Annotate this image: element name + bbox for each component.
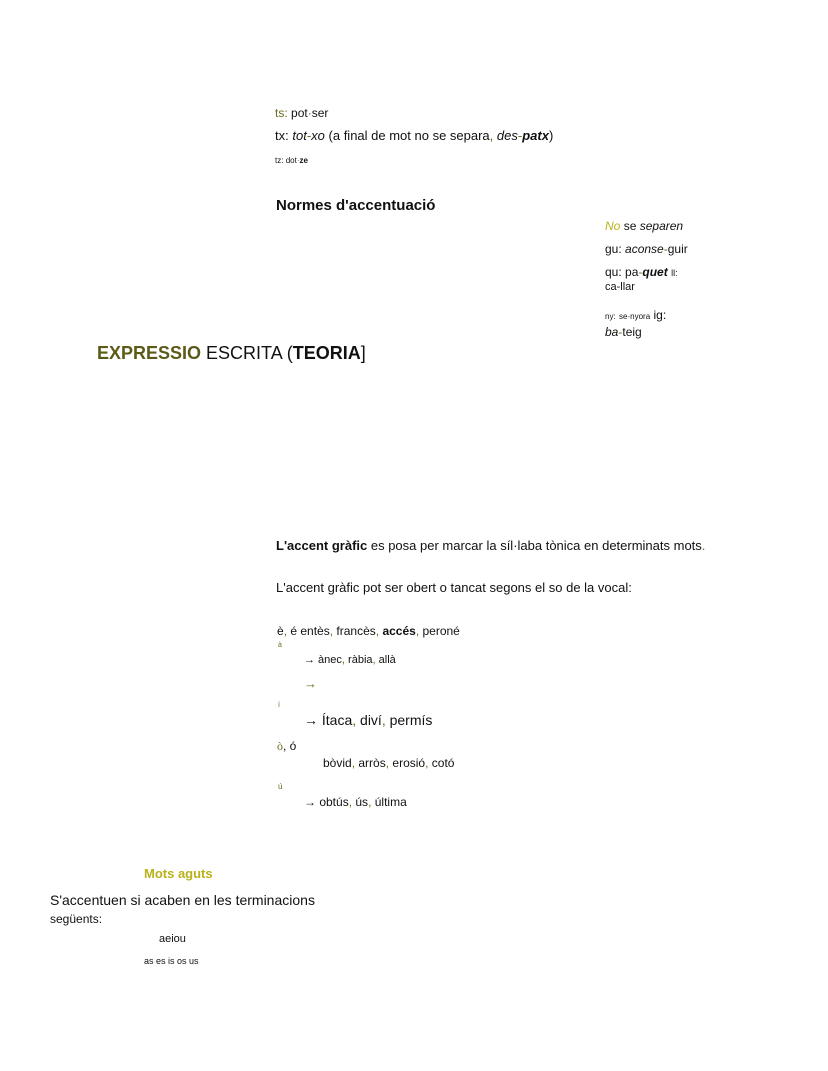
accent-o-line: ò, ó <box>277 739 297 753</box>
arrow-icon: → <box>304 676 317 691</box>
accent-i-examples: → Ítaca, diví, permís <box>304 712 433 728</box>
accent-second-line: L'accent gràfic pot ser obert o tancat segons el so de la vocal: <box>276 580 632 595</box>
normes-heading: Normes d'accentuació <box>276 197 436 214</box>
arrow-icon: → <box>304 795 316 809</box>
mots-aguts-heading: Mots aguts <box>144 866 213 881</box>
syllable-key: tx: <box>275 128 289 143</box>
aguts-rule-line2: següents: <box>50 912 103 926</box>
no-separen-gu: gu: aconse-guir <box>605 242 688 256</box>
arrow-icon: → <box>304 712 318 728</box>
aguts-vowels: aeiou <box>159 933 186 945</box>
accent-u-examples: → obtús, ús, última <box>304 795 407 809</box>
main-title: EXPRESSIO ESCRITA (TEORIA] <box>97 343 366 363</box>
aguts-rule-line1: S'accentuen si acaben en les terminacions <box>50 892 315 908</box>
accent-a-label: à <box>278 642 282 649</box>
no-separen-heading: No se separen <box>605 219 684 233</box>
accent-e-line: è, é entès, francès, accés, peroné <box>277 624 460 638</box>
syllable-tx-line: tx: tot-xo (a final de mot no se separa, des-patx) <box>275 128 554 143</box>
syllable-tz-line: tz: dot·ze <box>275 156 308 165</box>
accent-u-label: ú <box>278 782 283 791</box>
arrow-icon: → <box>304 654 315 666</box>
no-separen-ll-word: ca-llar <box>605 281 635 293</box>
syllable-ts-line: ts: pot·ser <box>275 106 329 120</box>
aguts-endings: as es is os us <box>144 956 199 966</box>
accent-o-examples: bòvid, arròs, erosió, cotó <box>323 756 455 770</box>
no-separen-ig-word: ba-teig <box>605 325 642 339</box>
no-separen-ny: ny: se-nyora ig: <box>605 308 667 322</box>
accent-a-examples: → ànec, ràbia, allà <box>304 654 396 666</box>
accent-intro: L'accent gràfic es posa per marcar la síl·laba tònica en determinats mots. <box>276 538 706 553</box>
syllable-key: tz: <box>275 156 284 165</box>
accent-i-label: í <box>278 702 280 709</box>
no-separen-qu: qu: pa-quet ll: <box>605 265 678 279</box>
syllable-key: ts: <box>275 106 288 120</box>
